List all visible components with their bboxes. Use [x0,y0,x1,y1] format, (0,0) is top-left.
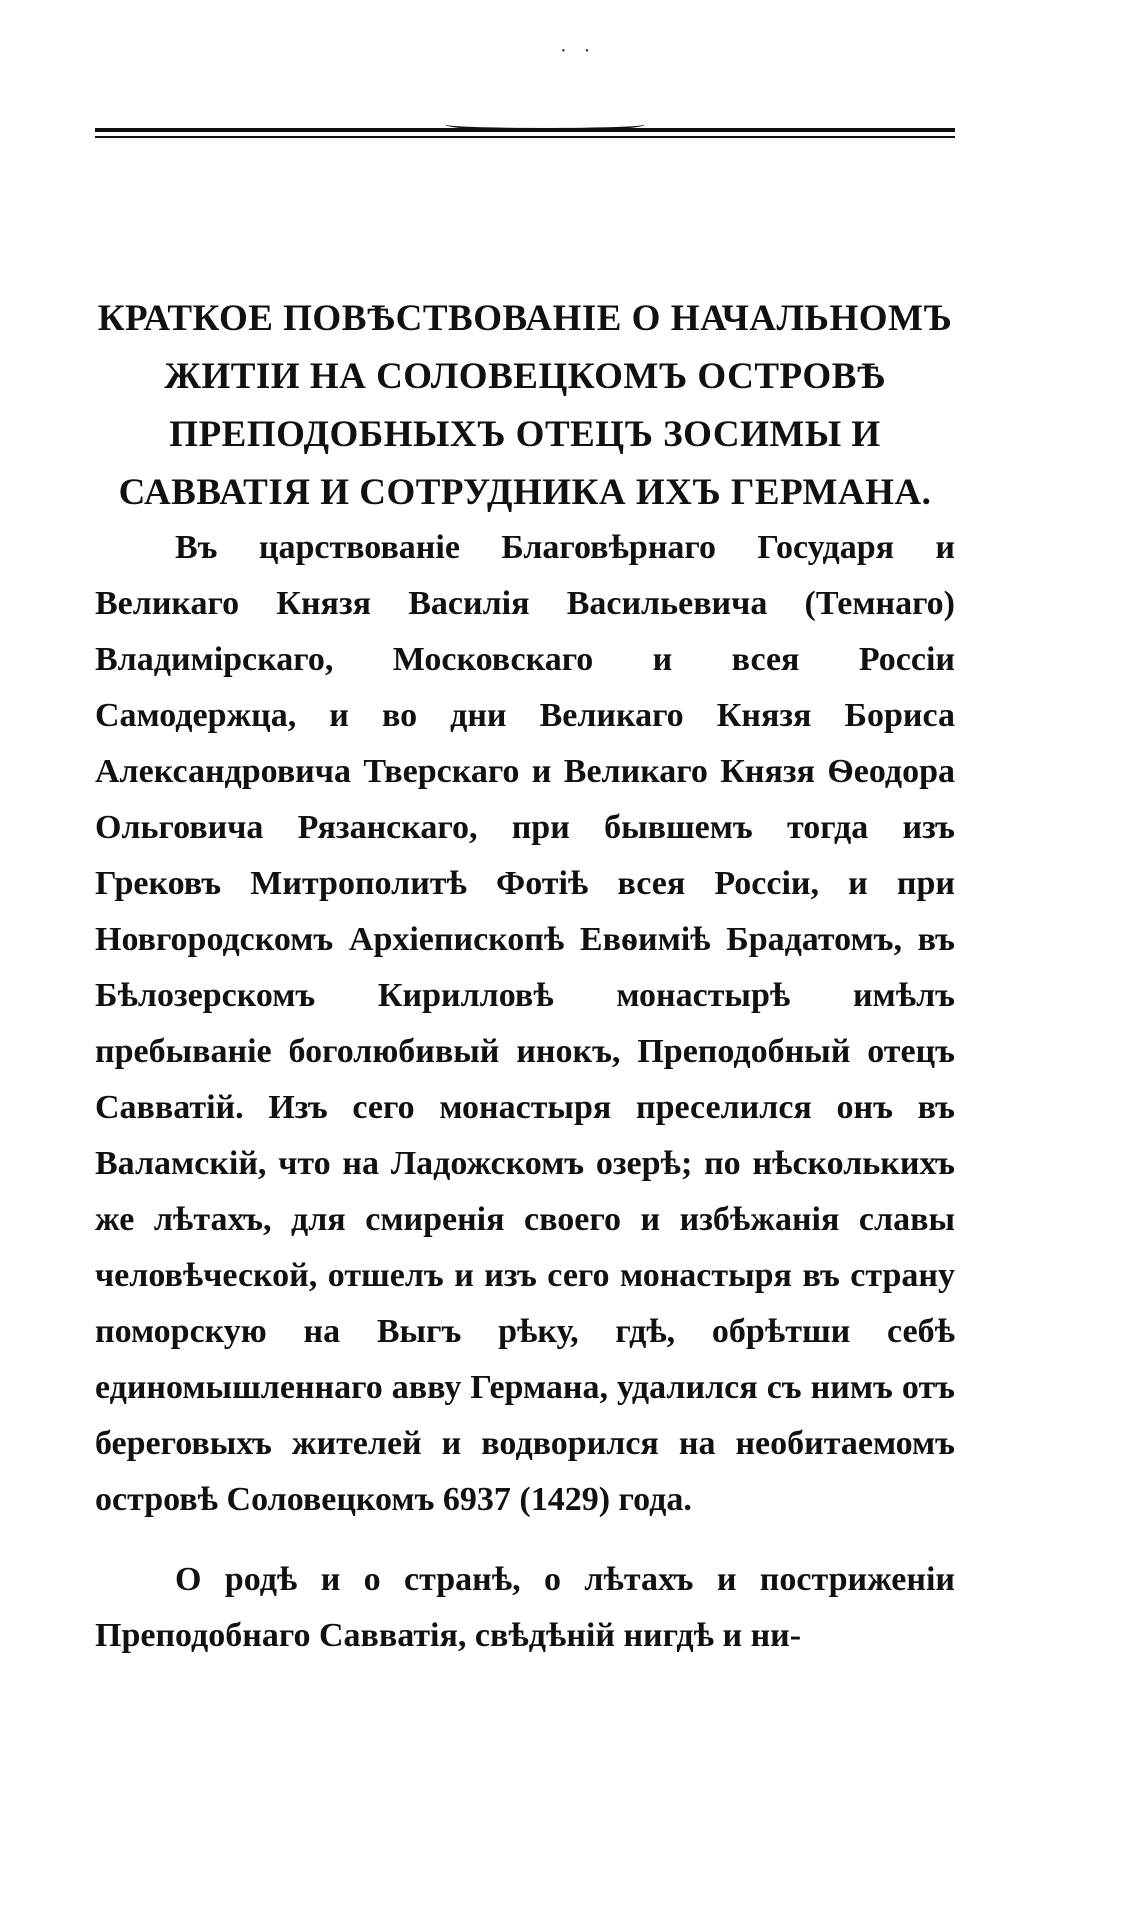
header-rule-thin [95,136,955,138]
page-header-mark: · · [560,40,597,62]
header-rule-thick [95,128,955,132]
paragraph-1: Въ царствованіе Благовѣрнаго Государя и Великаго Князя Василія Васильевича (Темнаго) Владимірскаго, Московскаго и всея Россіи Самодержца, и во дни Великаго Князя Бориса Александровича Тверскаго и Великаго Князя Ѳеодора Ольговича Рязанскаго, при бывшемъ тогда изъ Грековъ Митрополитѣ Фотіѣ всея Россіи, и при Новгородскомъ Архіепископѣ Евѳиміѣ Брадатомъ, въ Бѣлозерскомъ Кирилловѣ монастырѣ имѣлъ пребываніе боголюбивый инокъ, Преподобный отецъ Савватій. Изъ сего монастыря преселился онъ въ Валамскій, что на Ладожскомъ озерѣ; по нѣсколькихъ же лѣтахъ, для смиренія своего и избѣжанія славы человѣческой, отшелъ и изъ сего монастыря въ страну поморскую на Выгъ рѣку, гдѣ, обрѣтши себѣ единомышленнаго авву Германа, удалился съ нимъ отъ береговыхъ жителей и водворился на необитаемомъ островѣ Соловецкомъ 6937 (1429) года. [95,529,955,1518]
body-text [95,520,955,1688]
chapter-title: КРАТКОЕ ПОВѢСТВОВАНІЕ О НАЧАЛЬНОМЪ ЖИТІИ НА СОЛОВЕЦКОМЪ ОСТРОВѢ ПРЕПОДОБНЫХЪ ОТЕЦЪ ЗОСИМЫ И САВВАТІЯ И СОТРУДНИКА ИХЪ ГЕРМАНА. [97,298,953,513]
paragraph-2: О родѣ и о странѣ, о лѣтахъ и постриженіи Преподобнаго Савватія, свѣдѣній нигдѣ и ни- [95,1561,955,1654]
